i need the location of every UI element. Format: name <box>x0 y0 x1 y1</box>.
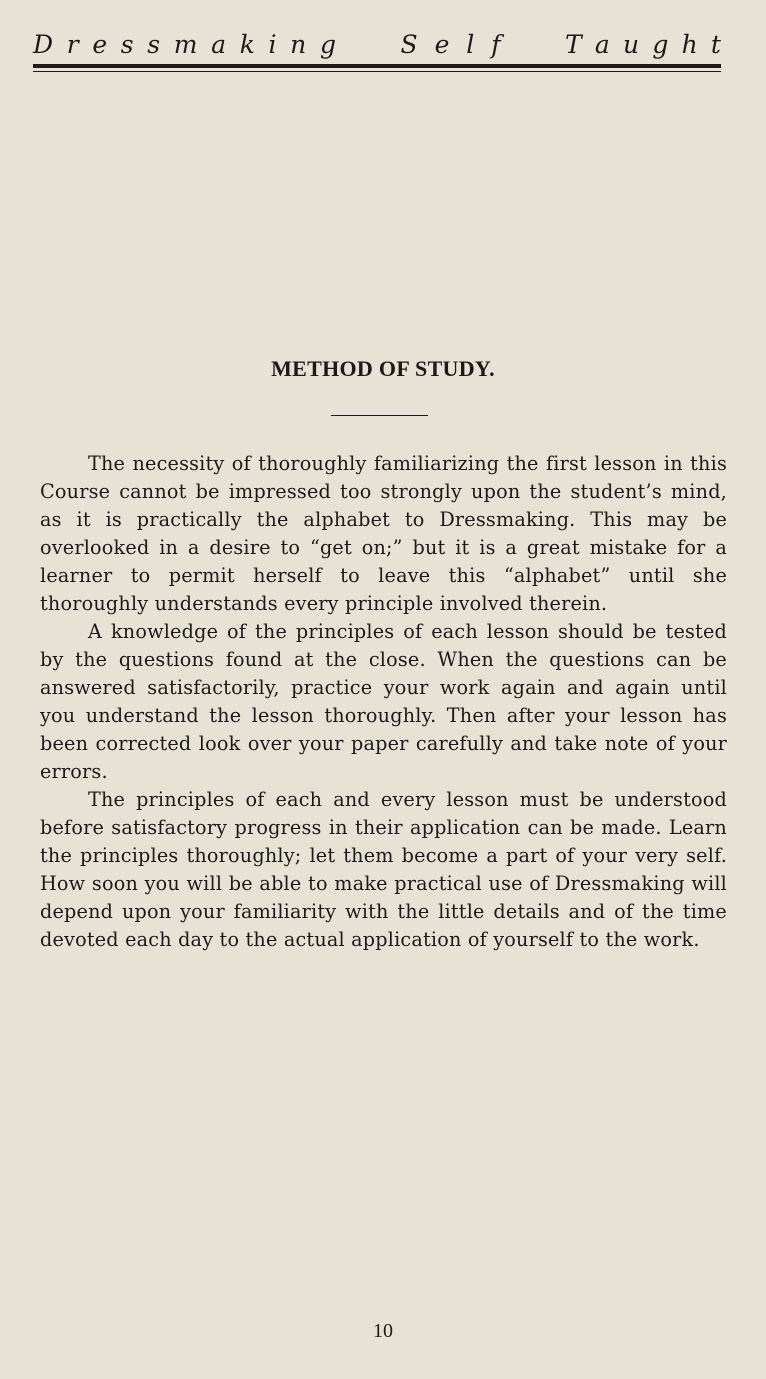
header-rule-thin <box>33 71 721 72</box>
title-divider <box>331 415 428 416</box>
page-number: 10 <box>373 1320 393 1342</box>
header-rule-thick <box>33 64 721 68</box>
header-word-dressmaking: D r e s s m a k i n g <box>33 30 336 59</box>
paragraph-3: The principles of each and every lesson must be understood before satisfactory progress in their application can be made. Learn the principles thoroughly; let them become a part of your very self. How soon you will be able to make practical use of Dressmaking will depend upon your familiarity with the little details and of the time devoted each day to the actual application of yourself to the work. <box>40 788 727 951</box>
paragraph-1: The necessity of thoroughly familiarizing the first lesson in this Course cannot be impressed too strongly upon the student’s mind, as it is practically the alphabet to Dressmaking. This may be overlooked in a desire to “get on;” but it is a great mistake for a learner to permit herself to leave this “alphabet” until she thoroughly understands every principle involved therein. <box>40 452 727 615</box>
paragraph-2: A knowledge of the principles of each lesson should be tested by the questions found at the close. When the questions can be answered satisfactorily, practice your work again and again until you understand the lesson thoroughly. Then after your lesson has been corrected look over your paper carefully and take note of your errors. <box>40 620 727 783</box>
running-header <box>33 30 721 64</box>
body-text <box>40 450 727 954</box>
section-title: METHOD OF STUDY. <box>271 356 495 381</box>
header-word-taught: T a u g h t <box>565 30 721 59</box>
header-word-self: S e l f <box>400 30 501 59</box>
